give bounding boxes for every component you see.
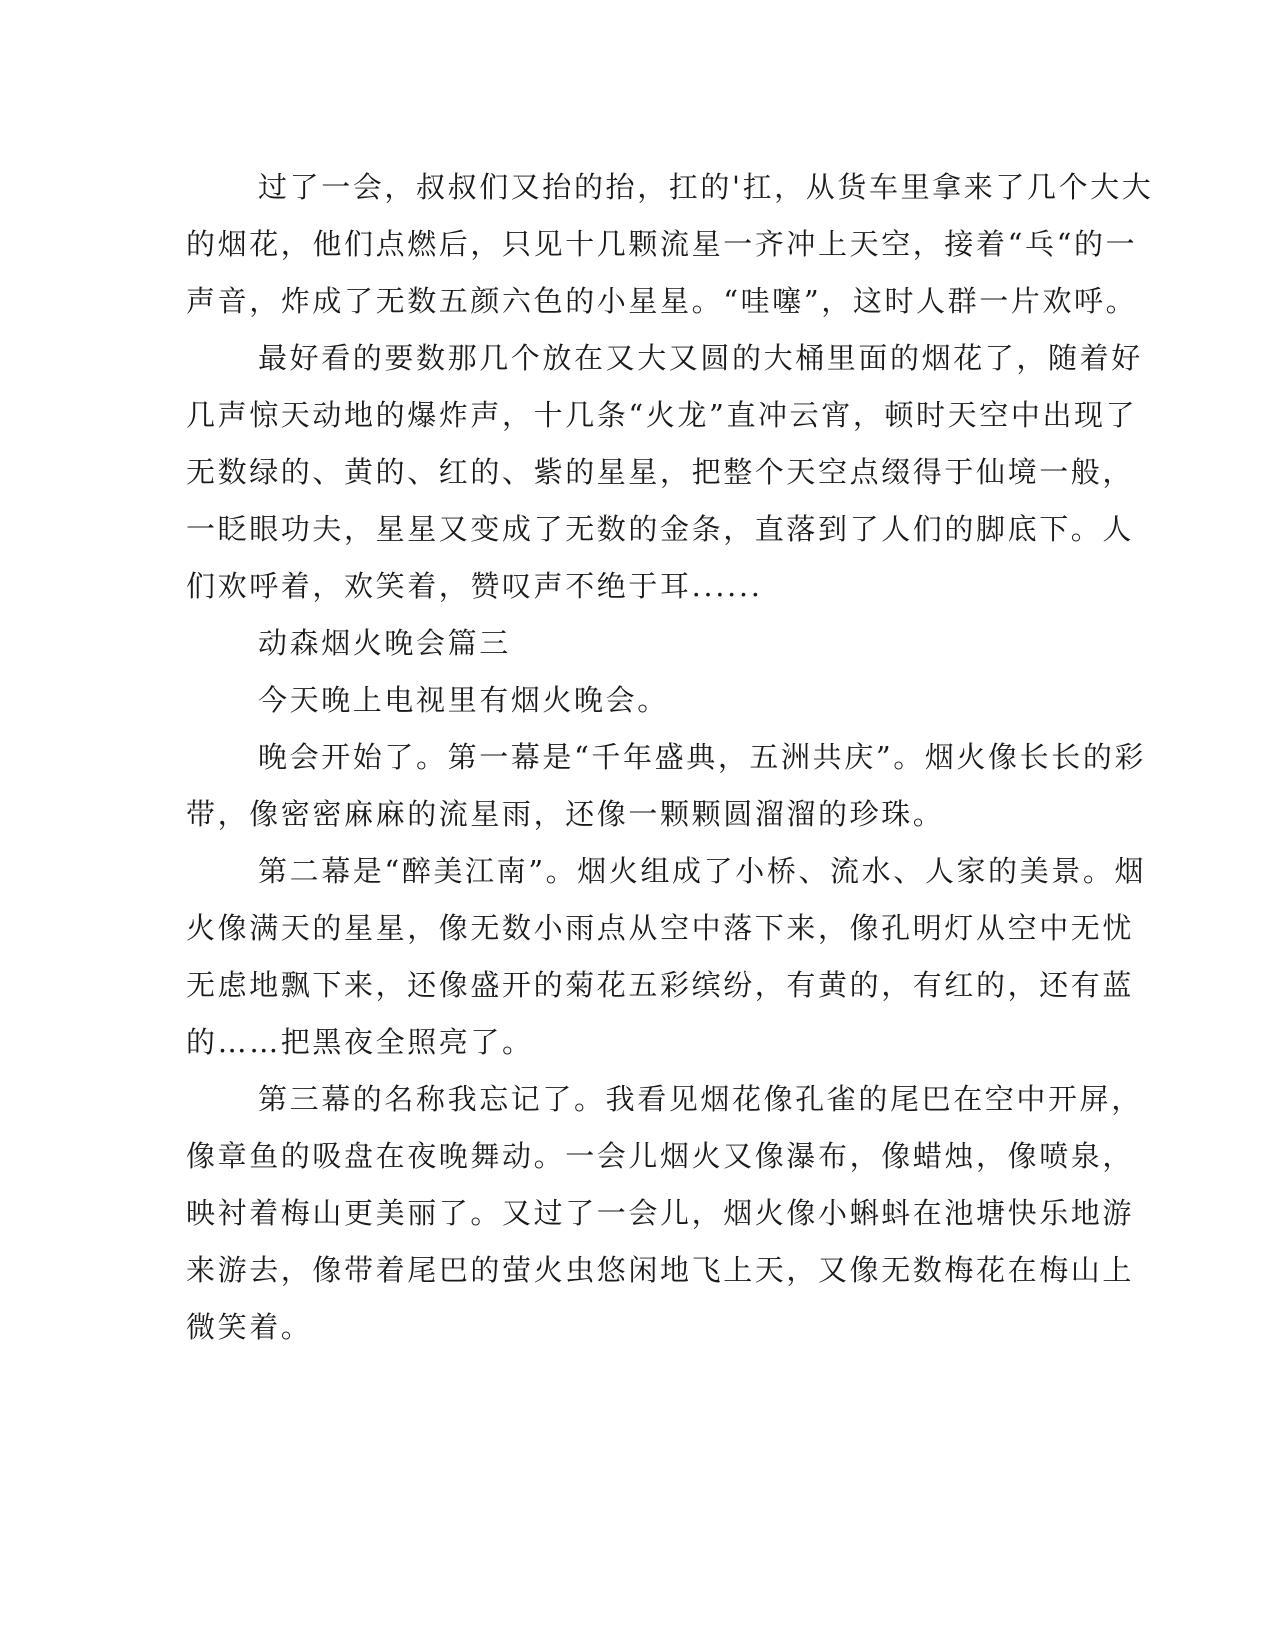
text-line: 第三幕的名称我忘记了。我看见烟花像孔雀的尾巴在空中开屏，	[258, 1082, 1143, 1116]
text-line: 一眨眼功夫，星星又变成了无数的金条，直落到了人们的脚底下。人	[186, 512, 1135, 546]
text-line: 来游去，像带着尾巴的萤火虫悠闲地飞上天，又像无数梅花在梅山上	[186, 1253, 1135, 1287]
text-line: 过了一会，叔叔们又抬的抬，扛的'扛，从货车里拿来了几个大大	[258, 170, 1154, 204]
text-line: 像章鱼的吸盘在夜晚舞动。一会儿烟火又像瀑布，像蜡烛，像喷泉，	[186, 1139, 1135, 1173]
text-line: 声音，炸成了无数五颜六色的小星星。“哇噻”，这时人群一片欢呼。	[186, 284, 1138, 318]
text-line: 第二幕是“醉美江南”。烟火组成了小桥、流水、人家的美景。烟	[258, 854, 1147, 888]
text-line: 几声惊天动地的爆炸声，十几条“火龙”直冲云宵，顿时天空中出现了	[186, 398, 1138, 432]
text-line: 晚会开始了。第一幕是“千年盛典，五洲共庆”。烟火像长长的彩	[258, 740, 1147, 774]
text-line: 的……把黑夜全照亮了。	[186, 1025, 534, 1059]
section-heading: 动森烟火晚会篇三	[258, 626, 511, 660]
text-line: 带，像密密麻麻的流星雨，还像一颗颗圆溜溜的珍珠。	[186, 797, 945, 831]
text-line: 微笑着。	[186, 1310, 313, 1344]
text-line: 最好看的要数那几个放在又大又圆的大桶里面的烟花了，随着好	[258, 341, 1143, 375]
text-line: 无数绿的、黄的、红的、紫的星星，把整个天空点缀得于仙境一般，	[186, 455, 1135, 489]
text-line: 今天晚上电视里有烟火晚会。	[258, 683, 669, 717]
text-line: 映衬着梅山更美丽了。又过了一会儿，烟火像小蝌蚪在池塘快乐地游	[186, 1196, 1135, 1230]
text-line: 的烟花，他们点燃后，只见十几颗流星一齐冲上天空，接着“乓“的一	[186, 227, 1138, 261]
text-line: 无虑地飘下来，还像盛开的菊花五彩缤纷，有黄的，有红的，还有蓝	[186, 968, 1135, 1002]
text-line: 火像满天的星星，像无数小雨点从空中落下来，像孔明灯从空中无忧	[186, 911, 1135, 945]
text-line: 们欢呼着，欢笑着，赞叹声不绝于耳......	[186, 569, 763, 603]
